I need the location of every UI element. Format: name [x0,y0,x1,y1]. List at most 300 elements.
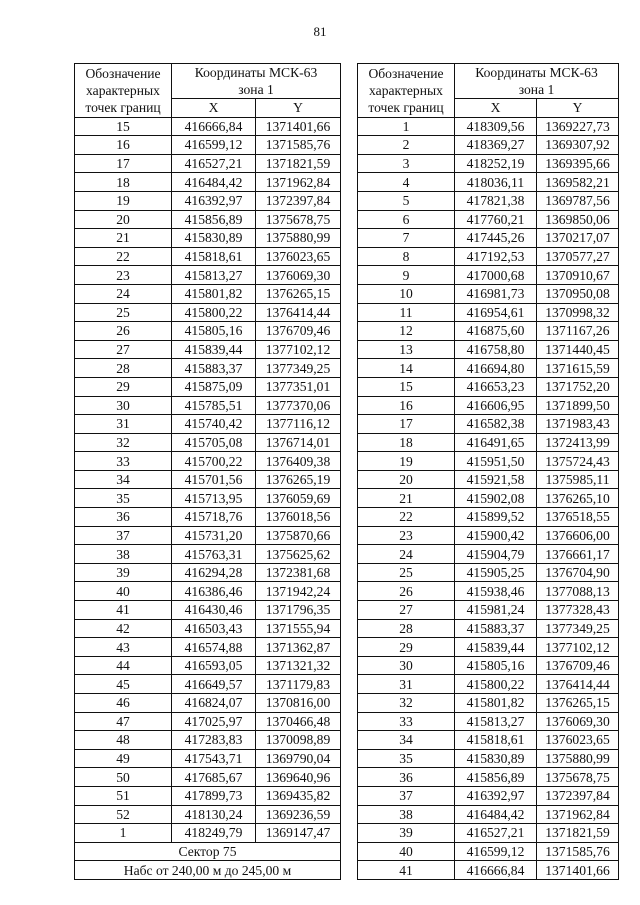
x-coordinate-cell: 417543,71 [172,749,256,768]
table-row [358,210,619,229]
table-row [358,601,619,620]
y-coordinate-cell: 1369307,92 [537,136,619,155]
y-coordinate-cell: 1376709,46 [256,322,341,341]
y-coordinate-cell: 1369227,73 [537,117,619,136]
x-coordinate-cell: 416653,23 [455,377,537,396]
table-row [358,322,619,341]
y-coordinate-cell: 1371983,43 [537,415,619,434]
point-id-cell: 31 [358,675,455,694]
y-coordinate-cell: 1371585,76 [537,842,619,861]
point-id-cell: 12 [358,322,455,341]
point-id-cell: 29 [358,638,455,657]
y-coordinate-cell: 1375678,75 [537,768,619,787]
y-coordinate-cell: 1370816,00 [256,694,341,713]
x-coordinate-cell: 415830,89 [455,749,537,768]
point-id-cell: 25 [358,563,455,582]
left-table-body [75,117,341,842]
table-row [358,656,619,675]
table-row [75,396,341,415]
point-id-cell: 39 [75,563,172,582]
point-id-cell: 24 [75,284,172,303]
x-coordinate-cell: 416758,80 [455,340,537,359]
y-coordinate-cell: 1371321,32 [256,656,341,675]
x-coordinate-cell: 415883,37 [172,359,256,378]
x-coordinate-cell: 415839,44 [455,638,537,657]
y-coordinate-cell: 1376059,69 [256,489,341,508]
point-id-cell: 30 [75,396,172,415]
x-coordinate-cell: 415805,16 [455,656,537,675]
point-id-cell: 30 [358,656,455,675]
table-row [358,229,619,248]
point-id-cell: 33 [75,452,172,471]
x-coordinate-cell: 415705,08 [172,433,256,452]
x-coordinate-cell: 415938,46 [455,582,537,601]
y-coordinate-cell: 1376704,90 [537,563,619,582]
y-coordinate-cell: 1376714,01 [256,433,341,452]
y-coordinate-cell: 1377351,01 [256,377,341,396]
table-row [358,694,619,713]
point-id-cell: 6 [358,210,455,229]
table-row [358,247,619,266]
x-coordinate-cell: 418036,11 [455,173,537,192]
table-row [75,340,341,359]
x-column-header: X [172,99,256,118]
table-row [358,619,619,638]
y-coordinate-cell: 1376661,17 [537,545,619,564]
y-coordinate-cell: 1376265,10 [537,489,619,508]
table-row [358,675,619,694]
y-coordinate-cell: 1371401,66 [256,117,341,136]
table-row [358,638,619,657]
point-id-cell: 41 [358,861,455,880]
x-coordinate-cell: 415902,08 [455,489,537,508]
table-row [75,545,341,564]
table-row [75,638,341,657]
x-coordinate-cell: 416386,46 [172,582,256,601]
x-coordinate-cell: 415700,22 [172,452,256,471]
x-coordinate-cell: 417000,68 [455,266,537,285]
y-coordinate-cell: 1369236,59 [256,805,341,824]
x-coordinate-cell: 415830,89 [172,229,256,248]
x-coordinate-cell: 415805,16 [172,322,256,341]
table-row [358,415,619,434]
point-id-cell: 40 [358,842,455,861]
y-coordinate-cell: 1375724,43 [537,452,619,471]
table-row [358,526,619,545]
x-coordinate-cell: 416666,84 [455,861,537,880]
page-number: 81 [313,24,327,39]
point-id-cell: 16 [358,396,455,415]
x-coordinate-cell: 415763,31 [172,545,256,564]
table-row [358,786,619,805]
y-coordinate-cell: 1371796,35 [256,601,341,620]
point-id-cell: 16 [75,136,172,155]
table-row [358,303,619,322]
x-coordinate-cell: 415740,42 [172,415,256,434]
y-coordinate-cell: 1369147,47 [256,824,341,843]
x-coordinate-cell: 416954,61 [455,303,537,322]
x-coordinate-cell: 416599,12 [172,136,256,155]
table-row [358,340,619,359]
y-coordinate-cell: 1377349,25 [256,359,341,378]
x-coordinate-cell: 416875,60 [455,322,537,341]
table-row [358,136,619,155]
table-row [358,117,619,136]
table-row [75,768,341,787]
table-row [75,694,341,713]
table-row [75,433,341,452]
x-coordinate-cell: 415713,95 [172,489,256,508]
point-column-header: Обозначение характерных точек границ [75,64,172,118]
y-coordinate-cell: 1370950,08 [537,284,619,303]
point-id-cell: 32 [75,433,172,452]
point-column-header: Обозначение характерных точек границ [358,64,455,118]
y-coordinate-cell: 1371899,50 [537,396,619,415]
point-id-cell: 40 [75,582,172,601]
table-row [358,396,619,415]
x-coordinate-cell: 417445,26 [455,229,537,248]
table-row [358,731,619,750]
y-coordinate-cell: 1371179,83 [256,675,341,694]
point-id-cell: 21 [358,489,455,508]
y-coordinate-cell: 1376709,46 [537,656,619,675]
point-id-cell: 52 [75,805,172,824]
point-id-cell: 1 [358,117,455,136]
coordinates-header: Координаты МСК-63 зона 1 [455,64,619,99]
point-id-cell: 22 [75,247,172,266]
x-coordinate-cell: 416294,28 [172,563,256,582]
table-row [75,749,341,768]
x-coordinate-cell: 415951,50 [455,452,537,471]
right-table-body [358,117,619,879]
point-id-cell: 20 [358,470,455,489]
table-row [358,842,619,861]
y-column-header: Y [256,99,341,118]
y-coordinate-cell: 1369790,04 [256,749,341,768]
point-id-cell: 27 [358,601,455,620]
y-coordinate-cell: 1377088,13 [537,582,619,601]
y-coordinate-cell: 1377102,12 [256,340,341,359]
point-id-cell: 19 [75,191,172,210]
y-coordinate-cell: 1371362,87 [256,638,341,657]
point-id-cell: 43 [75,638,172,657]
x-coordinate-cell: 417192,53 [455,247,537,266]
point-id-cell: 22 [358,508,455,527]
y-column-header: Y [537,99,619,118]
point-id-cell: 13 [358,340,455,359]
x-coordinate-cell: 416392,97 [172,191,256,210]
y-coordinate-cell: 1371401,66 [537,861,619,880]
y-coordinate-cell: 1370466,48 [256,712,341,731]
table-row [75,582,341,601]
point-id-cell: 2 [358,136,455,155]
y-coordinate-cell: 1370577,27 [537,247,619,266]
point-id-cell: 28 [358,619,455,638]
y-coordinate-cell: 1376023,65 [256,247,341,266]
x-coordinate-cell: 415900,42 [455,526,537,545]
point-id-cell: 9 [358,266,455,285]
point-id-cell: 5 [358,191,455,210]
point-id-cell: 8 [358,247,455,266]
x-coordinate-cell: 416694,80 [455,359,537,378]
y-coordinate-cell: 1372397,84 [256,191,341,210]
table-row [75,284,341,303]
table-row [358,173,619,192]
point-id-cell: 49 [75,749,172,768]
table-row [75,322,341,341]
point-id-cell: 34 [358,731,455,750]
y-coordinate-cell: 1371962,84 [537,805,619,824]
table-row [358,545,619,564]
y-coordinate-cell: 1371440,45 [537,340,619,359]
y-coordinate-cell: 1375880,99 [256,229,341,248]
table-row [358,470,619,489]
point-id-cell: 24 [358,545,455,564]
table-row [358,433,619,452]
table-row [75,247,341,266]
table-row [75,656,341,675]
x-coordinate-cell: 417899,73 [172,786,256,805]
y-coordinate-cell: 1371821,59 [537,824,619,843]
point-id-cell: 11 [358,303,455,322]
y-coordinate-cell: 1370098,89 [256,731,341,750]
table-row [75,619,341,638]
y-coordinate-cell: 1375625,62 [256,545,341,564]
table-row [358,266,619,285]
point-id-cell: 20 [75,210,172,229]
x-coordinate-cell: 415921,58 [455,470,537,489]
x-coordinate-cell: 416582,38 [455,415,537,434]
y-coordinate-cell: 1369395,66 [537,154,619,173]
y-coordinate-cell: 1376606,00 [537,526,619,545]
point-id-cell: 37 [75,526,172,545]
x-coordinate-cell: 415813,27 [455,712,537,731]
point-id-cell: 50 [75,768,172,787]
point-id-cell: 45 [75,675,172,694]
table-row [358,489,619,508]
table-row [75,359,341,378]
table-row [358,805,619,824]
point-id-cell: 36 [358,768,455,787]
table-row [358,712,619,731]
x-coordinate-cell: 416430,46 [172,601,256,620]
y-coordinate-cell: 1377349,25 [537,619,619,638]
x-coordinate-cell: 415731,20 [172,526,256,545]
y-coordinate-cell: 1376018,56 [256,508,341,527]
point-id-cell: 29 [75,377,172,396]
y-coordinate-cell: 1370910,67 [537,266,619,285]
y-coordinate-cell: 1371167,26 [537,322,619,341]
y-coordinate-cell: 1377116,12 [256,415,341,434]
x-coordinate-cell: 416491,65 [455,433,537,452]
table-row [75,229,341,248]
y-coordinate-cell: 1376414,44 [256,303,341,322]
table-row [75,266,341,285]
table-row [358,359,619,378]
point-id-cell: 33 [358,712,455,731]
point-id-cell: 26 [75,322,172,341]
table-row [358,284,619,303]
y-coordinate-cell: 1369787,56 [537,191,619,210]
x-coordinate-cell: 415905,25 [455,563,537,582]
table-row [75,489,341,508]
table-row [75,675,341,694]
table-row [75,377,341,396]
coordinates-table-left [74,63,341,880]
table-row [75,805,341,824]
x-coordinate-cell: 416981,73 [455,284,537,303]
y-coordinate-cell: 1369640,96 [256,768,341,787]
x-coordinate-cell: 416606,95 [455,396,537,415]
table-row [75,601,341,620]
x-coordinate-cell: 417025,97 [172,712,256,731]
point-id-cell: 44 [75,656,172,675]
table-row [75,508,341,527]
point-id-cell: 35 [358,749,455,768]
table-row [358,377,619,396]
y-coordinate-cell: 1376265,15 [256,284,341,303]
x-coordinate-cell: 418309,56 [455,117,537,136]
y-coordinate-cell: 1371962,84 [256,173,341,192]
table-row [75,117,341,136]
point-id-cell: 48 [75,731,172,750]
point-id-cell: 32 [358,694,455,713]
table-row [75,712,341,731]
point-id-cell: 23 [75,266,172,285]
x-coordinate-cell: 415883,37 [455,619,537,638]
height-range-label: Набс от 240,00 м до 245,00 м [75,861,341,880]
y-coordinate-cell: 1375985,11 [537,470,619,489]
point-id-cell: 1 [75,824,172,843]
y-coordinate-cell: 1371585,76 [256,136,341,155]
x-coordinate-cell: 416484,42 [172,173,256,192]
point-id-cell: 27 [75,340,172,359]
table-row [75,173,341,192]
point-id-cell: 26 [358,582,455,601]
point-id-cell: 25 [75,303,172,322]
table-row [75,415,341,434]
x-coordinate-cell: 415701,56 [172,470,256,489]
table-row [358,563,619,582]
point-id-cell: 14 [358,359,455,378]
y-coordinate-cell: 1376069,30 [537,712,619,731]
x-coordinate-cell: 418249,79 [172,824,256,843]
point-id-cell: 38 [358,805,455,824]
point-id-cell: 34 [75,470,172,489]
x-coordinate-cell: 415800,22 [172,303,256,322]
y-coordinate-cell: 1371615,59 [537,359,619,378]
table-row [75,210,341,229]
table-row [358,824,619,843]
point-id-cell: 4 [358,173,455,192]
y-coordinate-cell: 1369435,82 [256,786,341,805]
x-coordinate-cell: 416824,07 [172,694,256,713]
point-id-cell: 7 [358,229,455,248]
point-id-cell: 46 [75,694,172,713]
x-coordinate-cell: 415785,51 [172,396,256,415]
table-row [75,154,341,173]
point-id-cell: 36 [75,508,172,527]
point-id-cell: 42 [75,619,172,638]
x-coordinate-cell: 415899,52 [455,508,537,527]
point-id-cell: 10 [358,284,455,303]
y-coordinate-cell: 1375870,66 [256,526,341,545]
x-coordinate-cell: 416484,42 [455,805,537,824]
table-row [358,768,619,787]
x-coordinate-cell: 418369,27 [455,136,537,155]
y-coordinate-cell: 1377328,43 [537,601,619,620]
table-row [358,452,619,471]
point-id-cell: 37 [358,786,455,805]
y-coordinate-cell: 1371821,59 [256,154,341,173]
point-id-cell: 21 [75,229,172,248]
y-coordinate-cell: 1376414,44 [537,675,619,694]
y-coordinate-cell: 1376518,55 [537,508,619,527]
x-coordinate-cell: 417685,67 [172,768,256,787]
x-coordinate-cell: 415801,82 [172,284,256,303]
y-coordinate-cell: 1376069,30 [256,266,341,285]
table-row [75,563,341,582]
x-coordinate-cell: 415981,24 [455,601,537,620]
table-row [75,303,341,322]
x-coordinate-cell: 415801,82 [455,694,537,713]
x-coordinate-cell: 415875,09 [172,377,256,396]
x-coordinate-cell: 417760,21 [455,210,537,229]
y-coordinate-cell: 1376023,65 [537,731,619,750]
table-row [358,749,619,768]
x-coordinate-cell: 415904,79 [455,545,537,564]
y-coordinate-cell: 1369850,06 [537,210,619,229]
y-coordinate-cell: 1375678,75 [256,210,341,229]
point-id-cell: 18 [358,433,455,452]
x-coordinate-cell: 415718,76 [172,508,256,527]
point-id-cell: 18 [75,173,172,192]
y-coordinate-cell: 1372397,84 [537,786,619,805]
table-row [358,154,619,173]
y-coordinate-cell: 1371942,24 [256,582,341,601]
table-row [75,526,341,545]
table-row [75,470,341,489]
point-id-cell: 28 [75,359,172,378]
y-coordinate-cell: 1371752,20 [537,377,619,396]
x-coordinate-cell: 415839,44 [172,340,256,359]
x-coordinate-cell: 416599,12 [455,842,537,861]
point-id-cell: 23 [358,526,455,545]
y-coordinate-cell: 1370998,32 [537,303,619,322]
y-coordinate-cell: 1371555,94 [256,619,341,638]
point-id-cell: 41 [75,601,172,620]
table-row [358,861,619,880]
coordinates-header: Координаты МСК-63 зона 1 [172,64,341,99]
point-id-cell: 38 [75,545,172,564]
sector-label: Сектор 75 [75,842,341,861]
point-id-cell: 39 [358,824,455,843]
y-coordinate-cell: 1376409,38 [256,452,341,471]
point-id-cell: 51 [75,786,172,805]
table-row [358,582,619,601]
table-row [75,731,341,750]
x-coordinate-cell: 418130,24 [172,805,256,824]
point-id-cell: 47 [75,712,172,731]
x-coordinate-cell: 415818,61 [172,247,256,266]
point-id-cell: 31 [75,415,172,434]
x-coordinate-cell: 415856,89 [455,768,537,787]
table-row [75,824,341,843]
x-coordinate-cell: 415800,22 [455,675,537,694]
table-row [75,786,341,805]
point-id-cell: 19 [358,452,455,471]
table-row [358,508,619,527]
